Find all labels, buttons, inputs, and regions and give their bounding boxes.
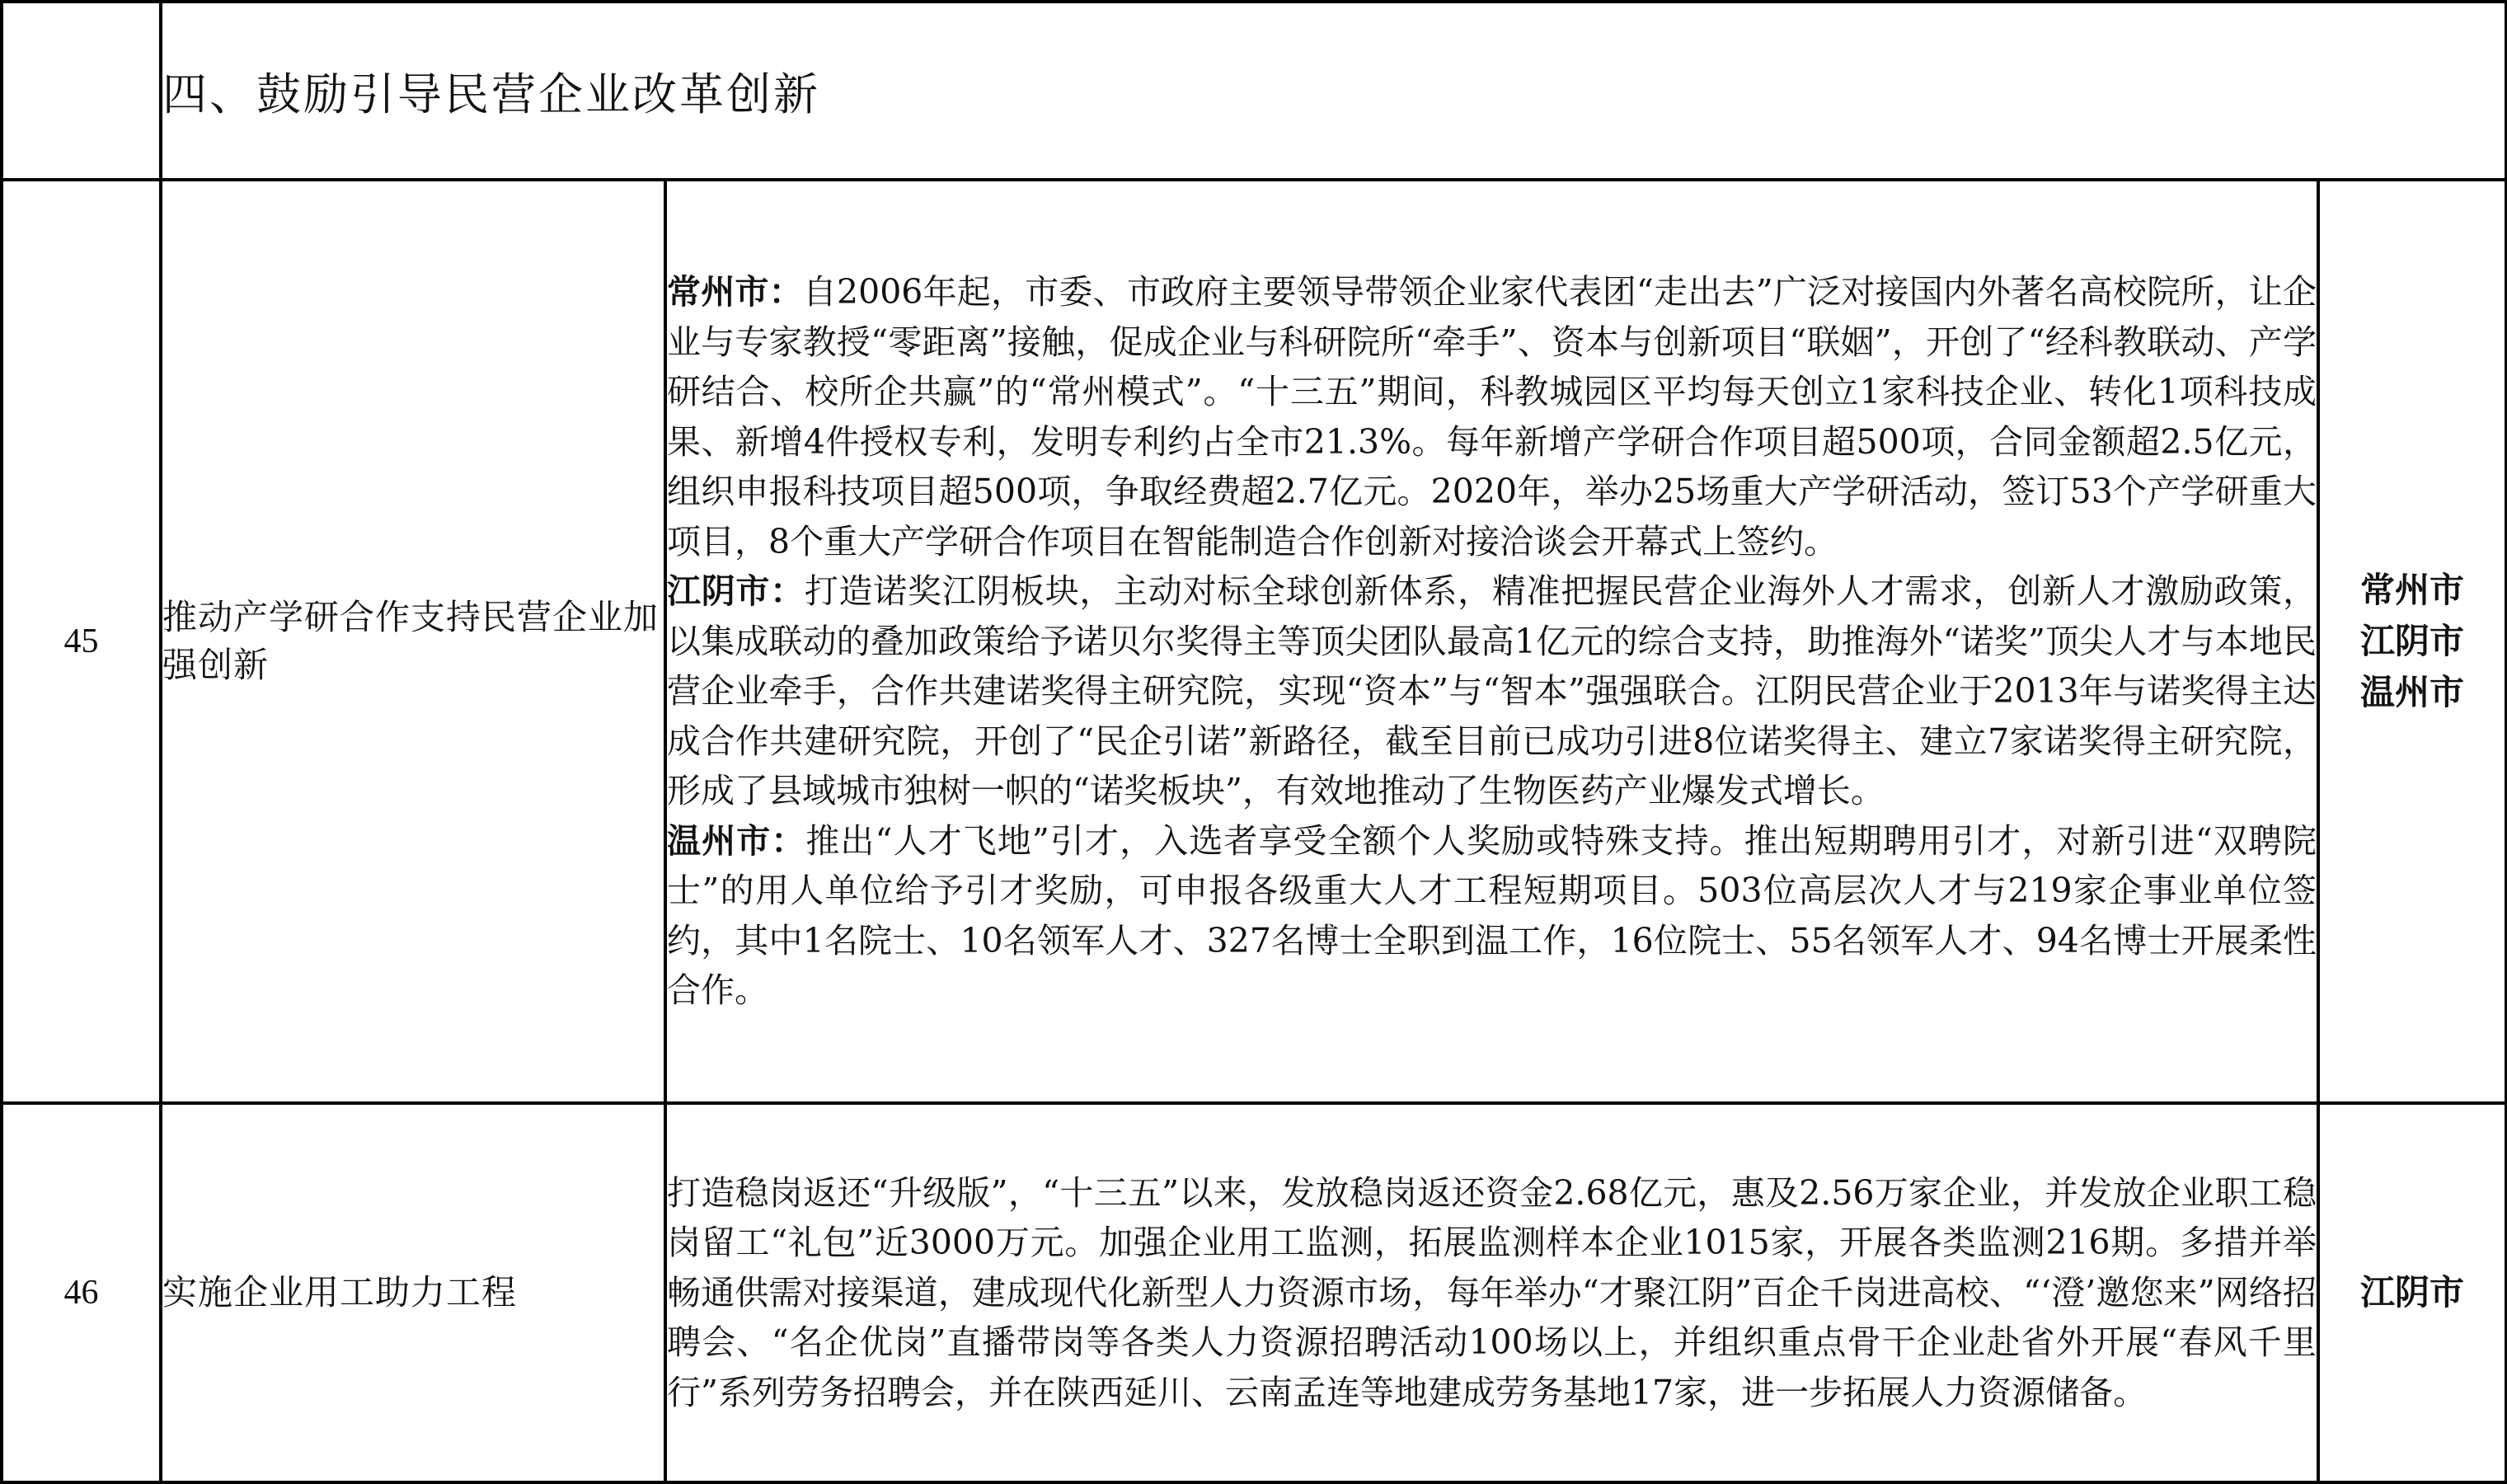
section-number-cell	[2, 2, 161, 180]
row-number: 46	[2, 1103, 161, 1482]
measure-content	[665, 1103, 2318, 1482]
region-cell	[2318, 1103, 2506, 1482]
measure-title: 实施企业用工助力工程	[161, 1103, 665, 1482]
content-paragraph	[667, 566, 2317, 816]
section-title: 四、鼓励引导民营企业改革创新	[161, 2, 2506, 180]
city-label: 常州市：	[667, 272, 803, 312]
region-name: 温州市	[2360, 672, 2465, 712]
paragraph-text: 打造诺奖江阴板块，主动对标全球创新体系，精准把握民营企业海外人才需求，创新人才激励政策，以集成联动的叠加政策给予诺贝尔奖得主等顶尖团队最高1亿元的综合支持，助推海外“诺奖”顶尖人才与本地民营企业牵手，合作共建诺奖得主研究院，实现“资本”与“智本”强强联合。江阴民营企业于2013年与诺奖得主达成合作共建研究院，开创了“民企引诺”新路径，截至目前已成功引进8位诺奖得主、建立7家诺奖得主研究院，形成了县域城市独树一帜的“诺奖板块”，有效地推动了生物医药产业爆发式增长。	[667, 571, 2317, 811]
paragraph-text: 自2006年起，市委、市政府主要领导带领企业家代表团“走出去”广泛对接国内外著名高校院所，让企业与专家教授“零距离”接触，促成企业与科研院所“牵手”、资本与创新项目“联姻”，开创了“经科教联动、产学研结合、校所企共赢”的“常州模式”。“十三五”期间，科教城园区平均每天创立1家科技企业、转化1项科技成果、新增4件授权专利，发明专利约占全市21.3%。每年新增产学研合作项目超500项，合同金额超2.5亿元，组织申报科技项目超500项，争取经费超2.7亿元。2020年，举办25场重大产学研活动，签订53个产学研重大项目，8个重大产学研合作项目在智能制造合作创新对接洽谈会开幕式上签约。	[667, 272, 2317, 561]
table-row	[2, 1103, 2506, 1482]
section-row	[2, 2, 2506, 180]
region-name: 常州市	[2360, 570, 2465, 610]
region-name: 江阴市	[2360, 621, 2465, 661]
content-paragraph	[667, 1168, 2317, 1418]
paragraph-text: 推出“人才飞地”引才，入选者享受全额个人奖励或特殊支持。推出短期聘用引才，对新引进“双聘院士”的用人单位给予引才奖励，可申报各级重大人才工程短期项目。503位高层次人才与219家企事业单位签约，其中1名院士、10名领军人才、327名博士全职到温工作，16位院士、55名领军人才、94名博士开展柔性合作。	[667, 820, 2317, 1011]
region-cell	[2318, 180, 2506, 1103]
content-paragraph	[667, 267, 2317, 566]
paragraph-text: 打造稳岗返还“升级版”，“十三五”以来，发放稳岗返还资金2.68亿元，惠及2.56万家企业，并发放企业职工稳岗留工“礼包”近3000万元。加强企业用工监测，拓展监测样本企业1015家，开展各类监测216期。多措并举畅通供需对接渠道，建成现代化新型人力资源市场，每年举办“才聚江阴”百企千岗进高校、“‘澄’邀您来”网络招聘会、“名企优岗”直播带岗等各类人力资源招聘活动100场以上，并组织重点骨干企业赴省外开展“春风千里行”系列劳务招聘会，并在陕西延川、云南孟连等地建成劳务基地17家，进一步拓展人力资源储备。	[667, 1172, 2317, 1412]
measure-title: 推动产学研合作支持民营企业加强创新	[161, 180, 665, 1103]
measure-content	[665, 180, 2318, 1103]
table-row	[2, 180, 2506, 1103]
content-paragraph	[667, 816, 2317, 1016]
city-label: 江阴市：	[667, 571, 805, 612]
city-label: 温州市：	[667, 820, 806, 861]
row-number: 45	[2, 180, 161, 1103]
region-name: 江阴市	[2360, 1272, 2465, 1313]
